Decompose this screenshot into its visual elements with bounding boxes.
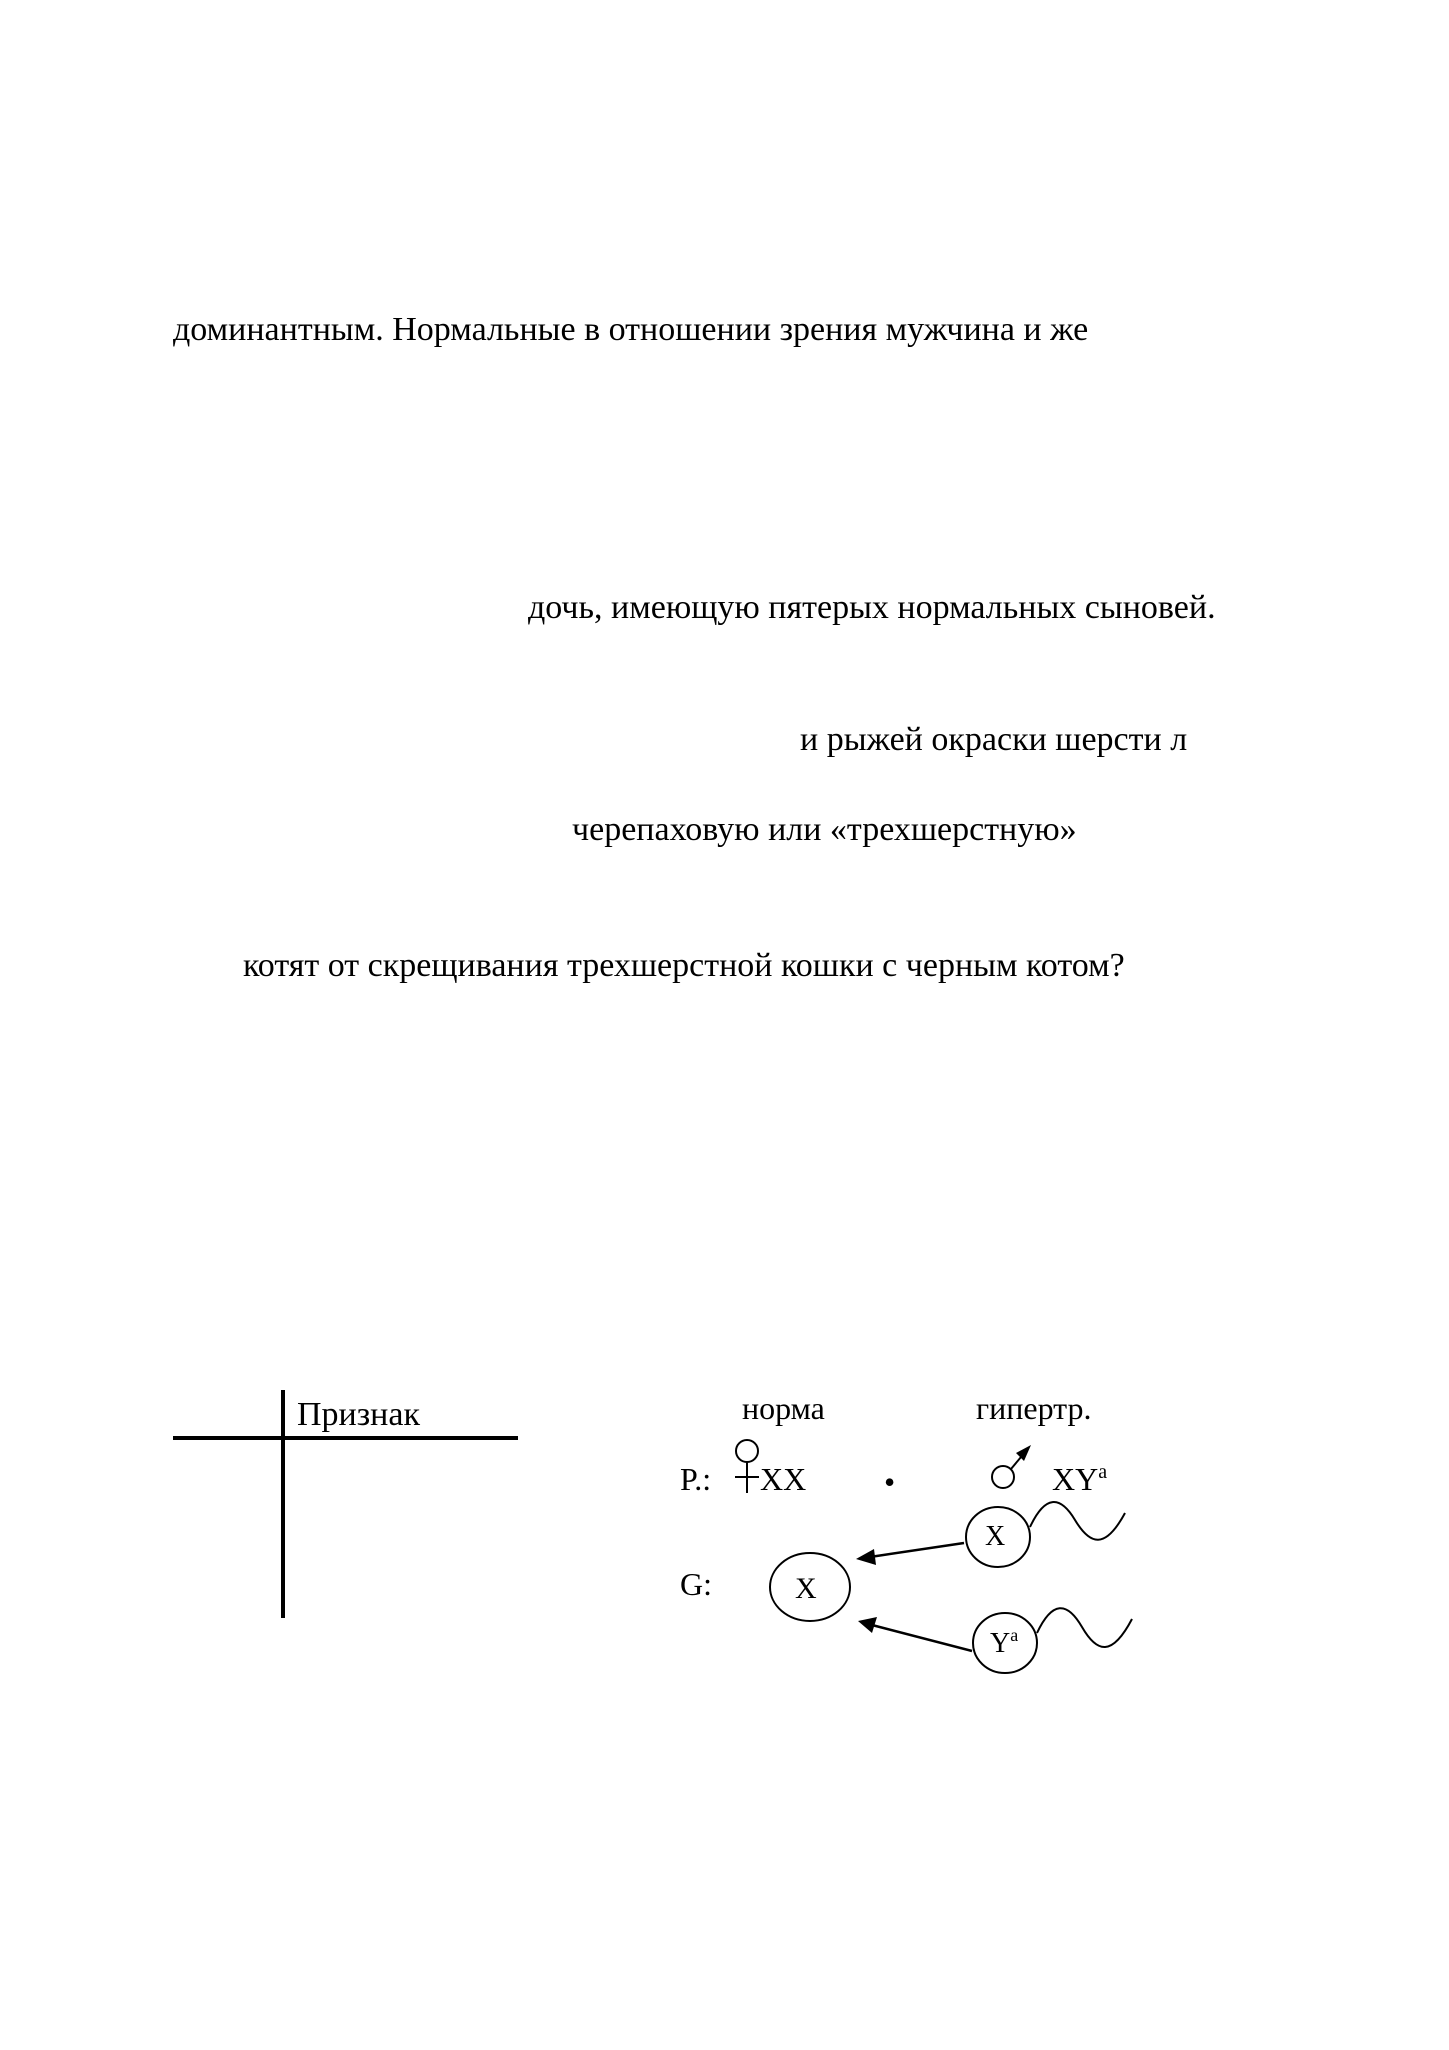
male-gamete-2 <box>973 1608 1132 1673</box>
male-gamete-1-label: X <box>985 1521 1006 1552</box>
male-genotype <box>1052 1461 1107 1497</box>
cross-diagram <box>660 1385 1160 1705</box>
parents-prefix: P.: <box>680 1461 712 1497</box>
sperm-tail-2 <box>1037 1608 1132 1647</box>
sperm-tail-1 <box>1030 1502 1125 1540</box>
male-genotype-sup: a <box>1098 1461 1108 1483</box>
female-symbol-icon <box>735 1440 759 1493</box>
cross-sign: • <box>884 1464 896 1500</box>
male-gamete-2-base: Y <box>990 1628 1011 1659</box>
text-line-3: и рыжей окраски шерсти л <box>800 721 1188 758</box>
gametes-prefix: G: <box>680 1566 712 1602</box>
female-gamete-label: X <box>795 1572 817 1605</box>
male-gamete-1 <box>966 1502 1125 1567</box>
male-symbol-icon <box>992 1445 1031 1488</box>
table-vertical-rule <box>281 1390 285 1618</box>
male-genotype-base: XY <box>1052 1461 1099 1497</box>
table-header-trait: Признак <box>297 1396 420 1433</box>
female-gamete <box>770 1553 850 1621</box>
female-phenotype-label: норма <box>742 1390 825 1426</box>
table-horizontal-rule <box>173 1436 518 1440</box>
female-genotype: XX <box>760 1461 807 1497</box>
text-line-5: котят от скрещивания трехшерстной кошки с черным котом? <box>243 947 1125 984</box>
male-phenotype-label: гипертр. <box>976 1390 1092 1426</box>
male-gamete-2-sup: a <box>1010 1625 1019 1645</box>
male-gamete-2-label <box>990 1625 1018 1659</box>
text-line-4: черепаховую или «трехшерстную» <box>572 811 1077 848</box>
arrow-icon <box>858 1617 972 1651</box>
text-line-1: доминантным. Нормальные в отношении зрения мужчина и же <box>173 311 1089 348</box>
text-line-2: дочь, имеющую пятерых нормальных сыновей. <box>528 589 1216 626</box>
arrow-icon <box>856 1543 964 1565</box>
